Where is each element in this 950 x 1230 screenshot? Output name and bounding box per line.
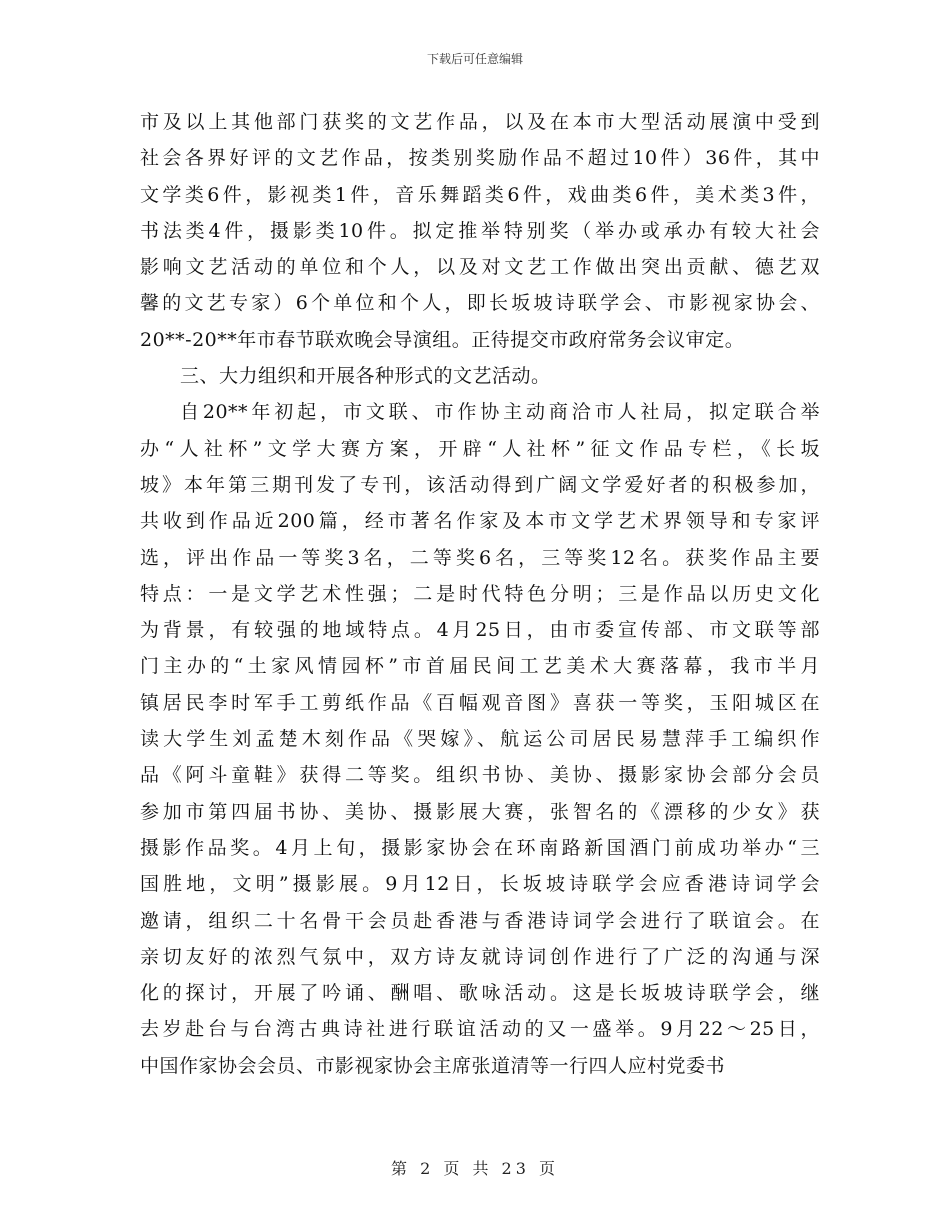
text-line: 市及以上其他部门获奖的文艺作品，以及在本市大型活动展演中受到 xyxy=(140,111,820,133)
text-line: 共收到作品近200篇，经市著名作家及本市文学艺术界领导和专家评 xyxy=(140,510,820,533)
text-line: 自20**年初起，市文联、市作协主动商洽市人社局，拟定联合举 xyxy=(180,401,820,424)
section-heading: 三、大力组织和开展各种形式的文艺活动。 xyxy=(180,365,551,388)
text-line: 参加市第四届书协、美协、摄影展大赛，张智名的《漂移的少女》获 xyxy=(140,800,820,823)
text-line: 摄影作品奖。4月上旬，摄影家协会在环南路新国酒门前成功举办“三 xyxy=(140,836,820,859)
text-line: 门主办的“土家风情园杯”市首届民间工艺美术大赛落幕，我市半月 xyxy=(140,655,820,678)
text-line: 品《阿斗童鞋》获得二等奖。组织书协、美协、摄影家协会部分会员 xyxy=(140,764,820,787)
text-line: 20**-20**年市春节联欢晚会导演组。正待提交市政府常务会议审定。 xyxy=(140,328,745,351)
text-line: 读大学生刘孟楚木刻作品《哭嫁》、航运公司居民易慧萍手工编织作 xyxy=(140,728,820,751)
text-line: 馨的文艺专家）6个单位和个人，即长坂坡诗联学会、市影视家协会、 xyxy=(140,292,820,315)
text-line: 中国作家协会会员、市影视家协会主席张道清等一行四人应村党委书 xyxy=(140,1054,726,1077)
text-line: 选，评出作品一等奖3名，二等奖6名，三等奖12名。获奖作品主要 xyxy=(140,546,820,569)
text-line: 坡》本年第三期刊发了专刊，该活动得到广阔文学爱好者的积极参加， xyxy=(140,473,820,496)
text-line: 镇居民李时军手工剪纸作品《百幅观音图》喜获一等奖，玉阳城区在 xyxy=(140,691,820,714)
page-number: 第 2 页 共 23 页 xyxy=(391,1159,559,1178)
text-line: 去岁赴台与台湾古典诗社进行联谊活动的又一盛举。9月22～25日， xyxy=(140,1018,820,1041)
text-line: 社会各界好评的文艺作品，按类别奖励作品不超过10件）36件，其中 xyxy=(140,147,820,170)
text-line: 邀请，组织二十名骨干会员赴香港与香港诗词学会进行了联谊会。在 xyxy=(140,909,820,932)
page-header: 下载后可任意编辑 xyxy=(426,52,523,66)
text-line: 化的探讨，开展了吟诵、酬唱、歌咏活动。这是长坂坡诗联学会，继 xyxy=(140,982,820,1005)
text-line: 特点：一是文学艺术性强；二是时代特色分明；三是作品以历史文化 xyxy=(140,582,820,605)
text-line: 为背景，有较强的地域特点。4月25日，由市委宣传部、市文联等部 xyxy=(140,619,820,642)
text-line: 影响文艺活动的单位和个人，以及对文艺工作做出突出贡献、德艺双 xyxy=(140,256,820,279)
text-line: 文学类6件，影视类1件，音乐舞蹈类6件，戏曲类6件，美术类3件， xyxy=(140,183,820,206)
text-line: 亲切友好的浓烈气氛中，双方诗友就诗词创作进行了广泛的沟通与深 xyxy=(140,945,820,968)
body-text xyxy=(140,104,820,1084)
text-line: 国胜地，文明”摄影展。9月12日，长坂坡诗联学会应香港诗词学会 xyxy=(140,873,820,896)
text-line: 办“人社杯”文学大赛方案，开辟“人社杯”征文作品专栏，《长坂 xyxy=(140,437,820,460)
text-line: 书法类4件，摄影类10件。拟定推举特别奖（举办或承办有较大社会 xyxy=(140,219,820,242)
